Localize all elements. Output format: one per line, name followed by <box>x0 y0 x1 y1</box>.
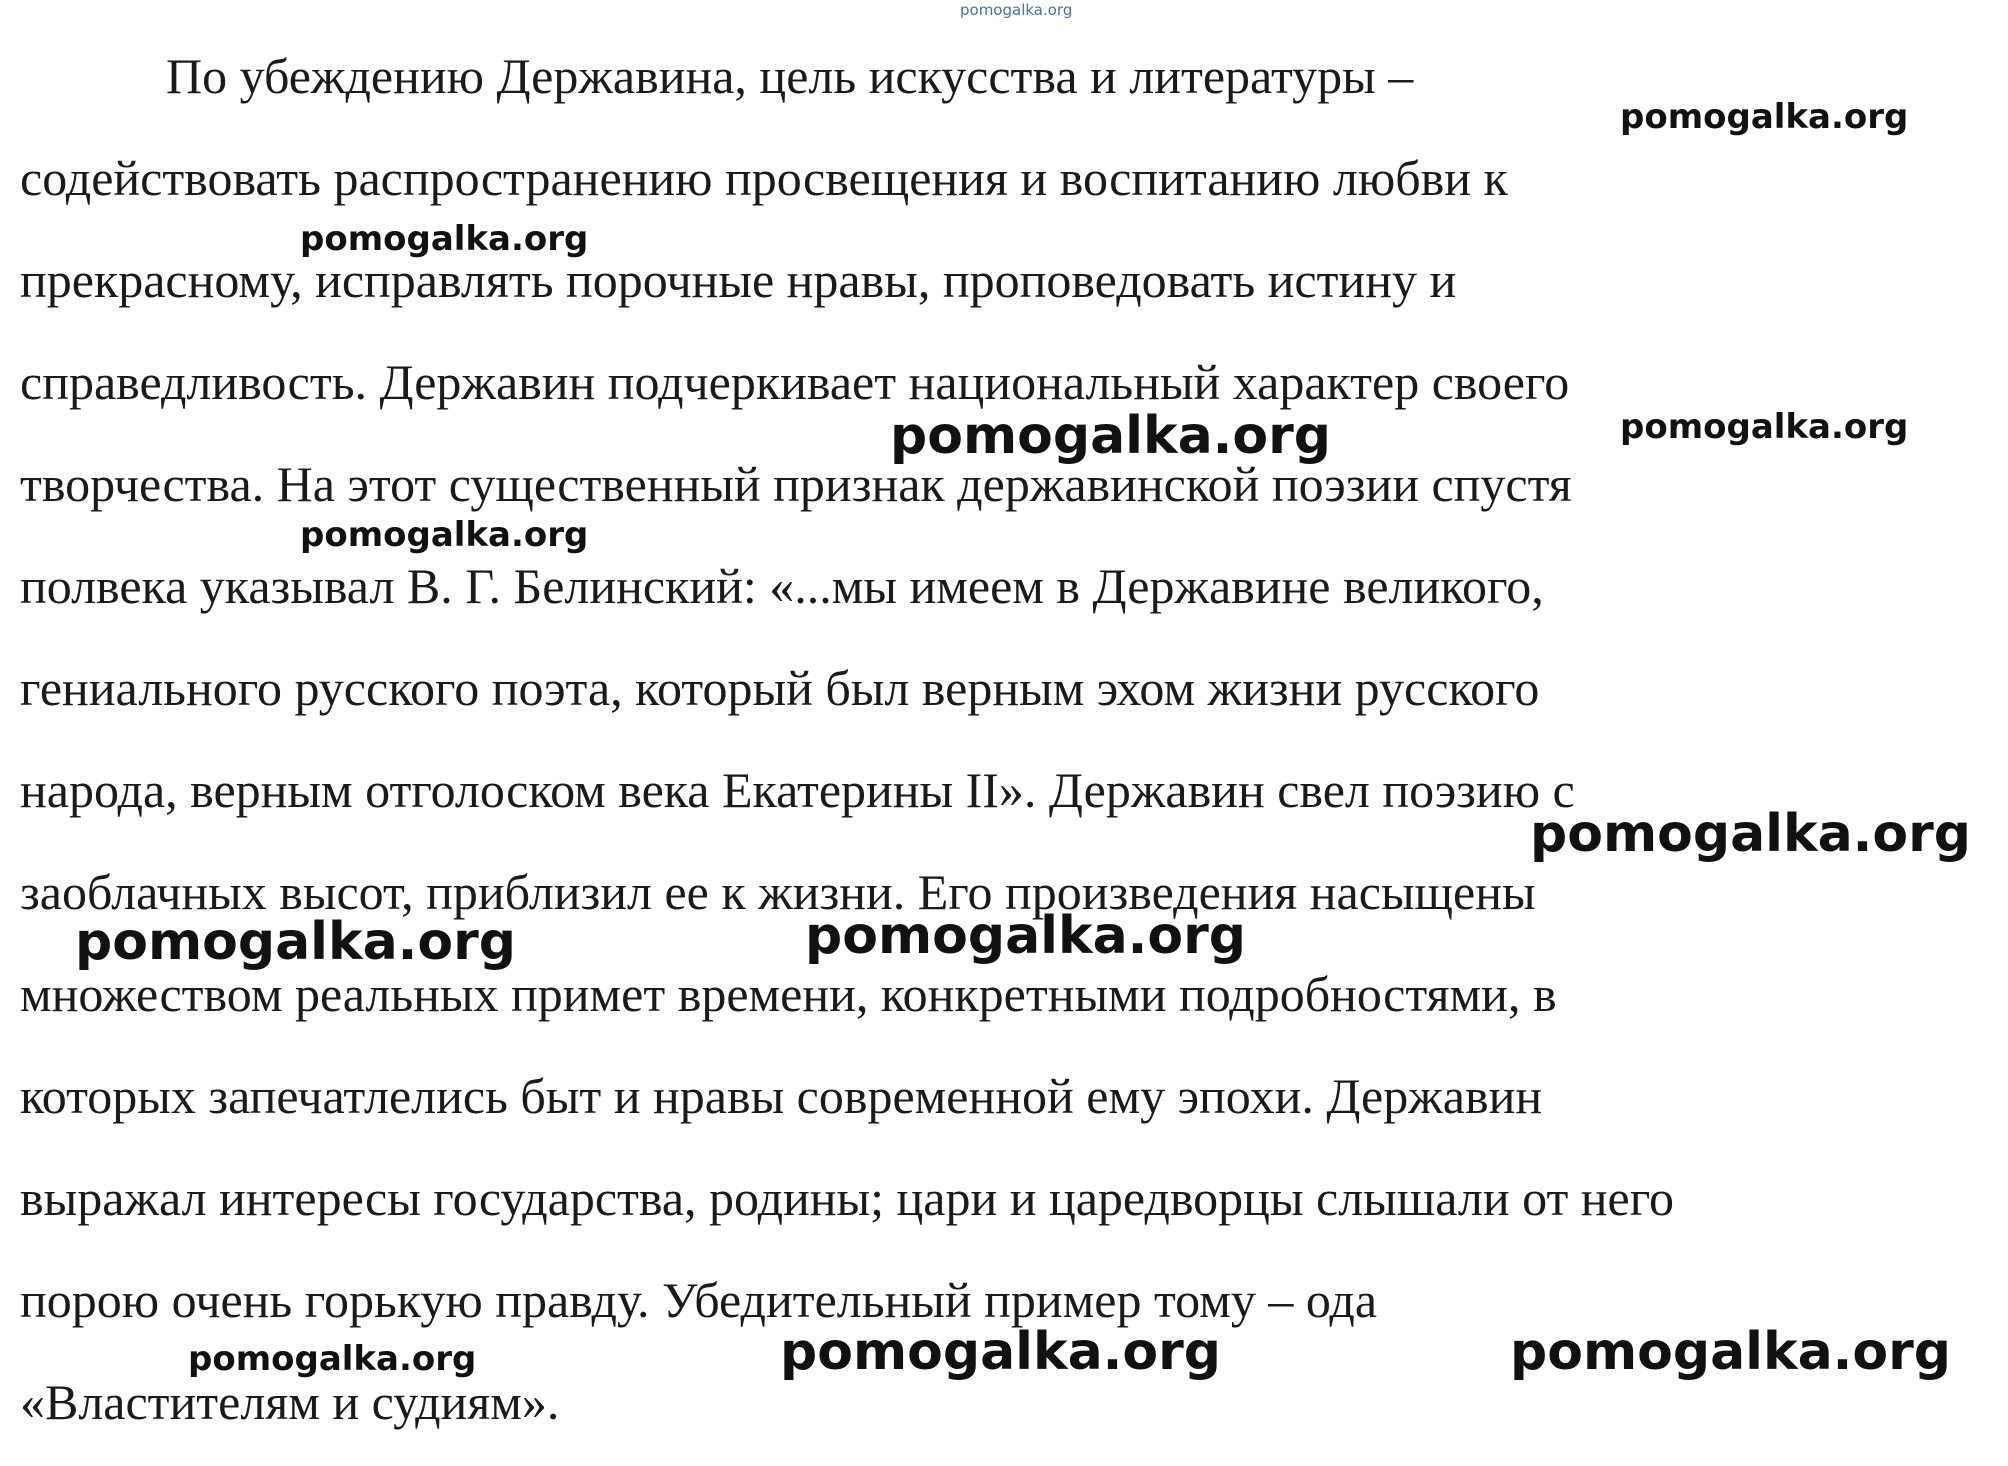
watermark: pomogalka.org <box>188 1339 477 1379</box>
watermark: pomogalka.org <box>1620 97 1909 137</box>
text-line: гениального русского поэта, который был верным эхом жизни русского <box>20 660 1540 716</box>
watermark: pomogalka.org <box>75 912 517 972</box>
text-line: творчества. На этот существенный признак державинской поэзии спустя <box>20 456 1572 512</box>
text-line: заоблачных высот, приблизил ее к жизни. Его произведения насыщены <box>20 864 1536 920</box>
text-line: «Властителям и судиям». <box>20 1374 560 1430</box>
text-line: полвека указывал В. Г. Белинский: «...мы имеем в Державине великого, <box>20 558 1544 614</box>
text-line: которых запечатлелись быт и нравы современной ему эпохи. Державин <box>20 1068 1543 1124</box>
text-line: выражал интересы государства, родины; цари и царедворцы слышали от него <box>20 1170 1675 1226</box>
watermark: pomogalka.org <box>780 1322 1222 1382</box>
text-line: справедливость. Державин подчеркивает национальный характер своего <box>20 354 1570 410</box>
watermark: pomogalka.org <box>805 906 1247 966</box>
watermark: pomogalka.org <box>300 219 589 259</box>
text-line: прекрасному, исправлять порочные нравы, проповедовать истину и <box>20 252 1457 308</box>
watermark: pomogalka.org <box>890 406 1332 466</box>
text-line: народа, верным отголоском века Екатерины II». Державин свел поэзию с <box>20 762 1575 818</box>
text-line: содействовать распространению просвещения и воспитанию любви к <box>20 150 1508 206</box>
header-watermark: pomogalka.org <box>960 1 1073 19</box>
text-line: По убеждению Державина, цель искусства и литературы – <box>166 48 1414 104</box>
watermark: pomogalka.org <box>1510 1322 1952 1382</box>
watermark: pomogalka.org <box>1530 804 1972 864</box>
text-line: множеством реальных примет времени, конкретными подробностями, в <box>20 966 1557 1022</box>
text-line: порою очень горькую правду. Убедительный пример тому – ода <box>20 1272 1378 1328</box>
watermark: pomogalka.org <box>300 515 589 555</box>
watermark: pomogalka.org <box>1620 407 1909 447</box>
